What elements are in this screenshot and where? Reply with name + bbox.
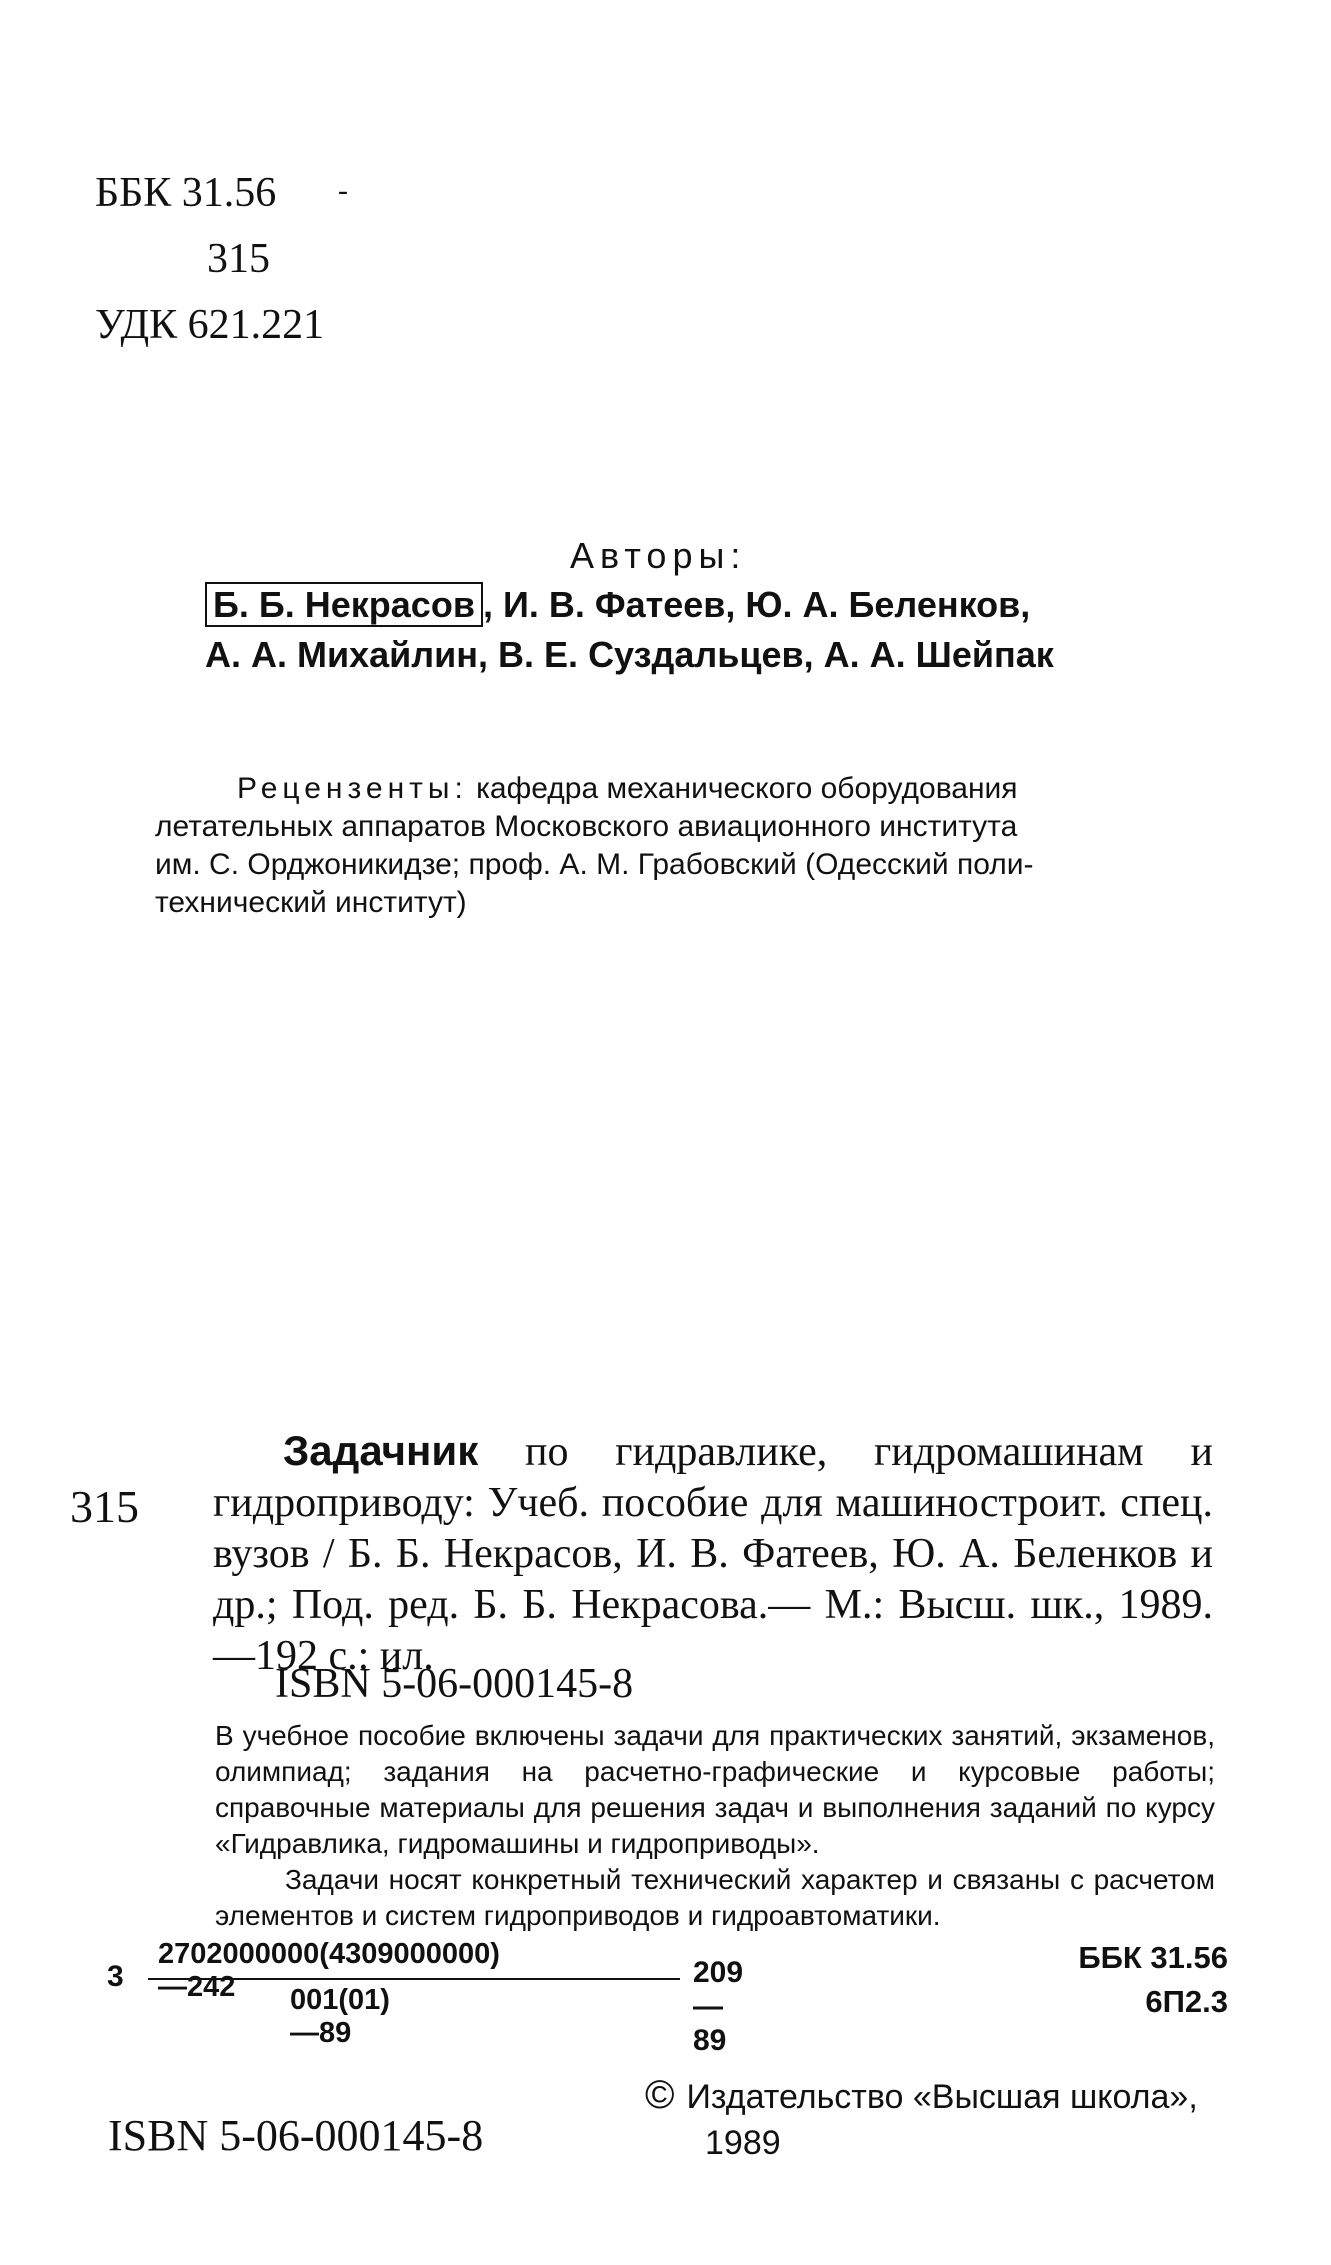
catalog-prefix: 3	[107, 1960, 124, 1993]
authors-header: Авторы:	[570, 535, 747, 576]
classification-codes	[95, 160, 348, 358]
biblio-title: Задачник	[283, 1427, 479, 1474]
reviewers-line-1-text: кафедра механического оборудования	[476, 772, 1018, 805]
footer-isbn: ISBN 5-06-000145-8	[108, 2111, 484, 2160]
reviewers-line-2: летательных аппаратов Московского авиационного института	[155, 810, 1018, 843]
bbk-code: ББК 31.56	[95, 170, 277, 216]
catalog-numerator: 2702000000(4309000000) —242	[158, 1938, 500, 2003]
biblio-isbn: ISBN 5-06-000145-8	[275, 1661, 634, 1707]
mark: -	[338, 174, 348, 207]
biblio-text: по гидравлике, гидромашинам и гидроприводу: Учеб. пособие для машиностроит. спец. вузов / Б. Б. Некрасов, И. В. Фатеев, Ю. А. Беленков и др.; Под. ред. Б. Б. Некрасова.— М.: Высш. шк., 1989.—192 с.: ил.	[213, 1429, 1213, 1679]
reviewers-line-3: им. С. Орджоникидзе; проф. А. М. Грабовский (Одесский поли-	[155, 848, 1034, 881]
authors-line-1	[205, 580, 1054, 630]
reviewers-line-4: технический институт)	[155, 886, 467, 919]
catalog-bbk-main: ББК 31.56	[1078, 1940, 1228, 1975]
catalog-code: 209—89	[693, 1956, 744, 2057]
copyright-icon: ©	[645, 2073, 675, 2117]
abstract	[215, 1718, 1215, 1934]
catalog-denominator: 001(01) —89	[290, 1984, 390, 2049]
abstract-paragraph-2: Задачи носят конкретный технический характер и связаны с расчетом элементов и систем гидроприводов и гидроавтоматики.	[215, 1864, 1215, 1931]
authors-line-2: А. А. Михайлин, В. Е. Суздальцев, А. А. Шейпак	[205, 634, 1054, 675]
catalog-bbk	[1040, 1936, 1228, 2024]
authors-list	[205, 580, 1054, 680]
abstract-paragraph-1: В учебное пособие включены задачи для практических занятий, экзаменов, олимпиад; задания на расчетно-графические и курсовые работы; справочные материалы для решения задач и выполнения заданий по курсу «Гидравлика, гидромашины и гидроприводы».	[215, 1720, 1215, 1859]
bibliographic-record	[213, 1425, 1213, 1682]
boxed-author: Б. Б. Некрасов	[205, 582, 483, 627]
copyright-year: 1989	[705, 2124, 781, 2162]
copyright-line-1	[645, 2072, 1198, 2120]
biblio-index: 315	[70, 1481, 139, 1532]
index-code: 315	[207, 236, 270, 282]
reviewers-label: Рецензенты:	[237, 772, 468, 805]
copyright	[645, 2072, 1198, 2166]
authors-line-1-rest: , И. В. Фатеев, Ю. А. Беленков,	[482, 584, 1031, 625]
fraction-line	[148, 1978, 680, 1980]
publisher: Издательство «Высшая школа»,	[686, 2078, 1198, 2116]
catalog-bbk-sub: 6П2.3	[1145, 1984, 1228, 2019]
reviewers-line-1	[155, 770, 1175, 808]
reviewers	[155, 770, 1175, 922]
udk-code: УДК 621.221	[95, 302, 325, 348]
